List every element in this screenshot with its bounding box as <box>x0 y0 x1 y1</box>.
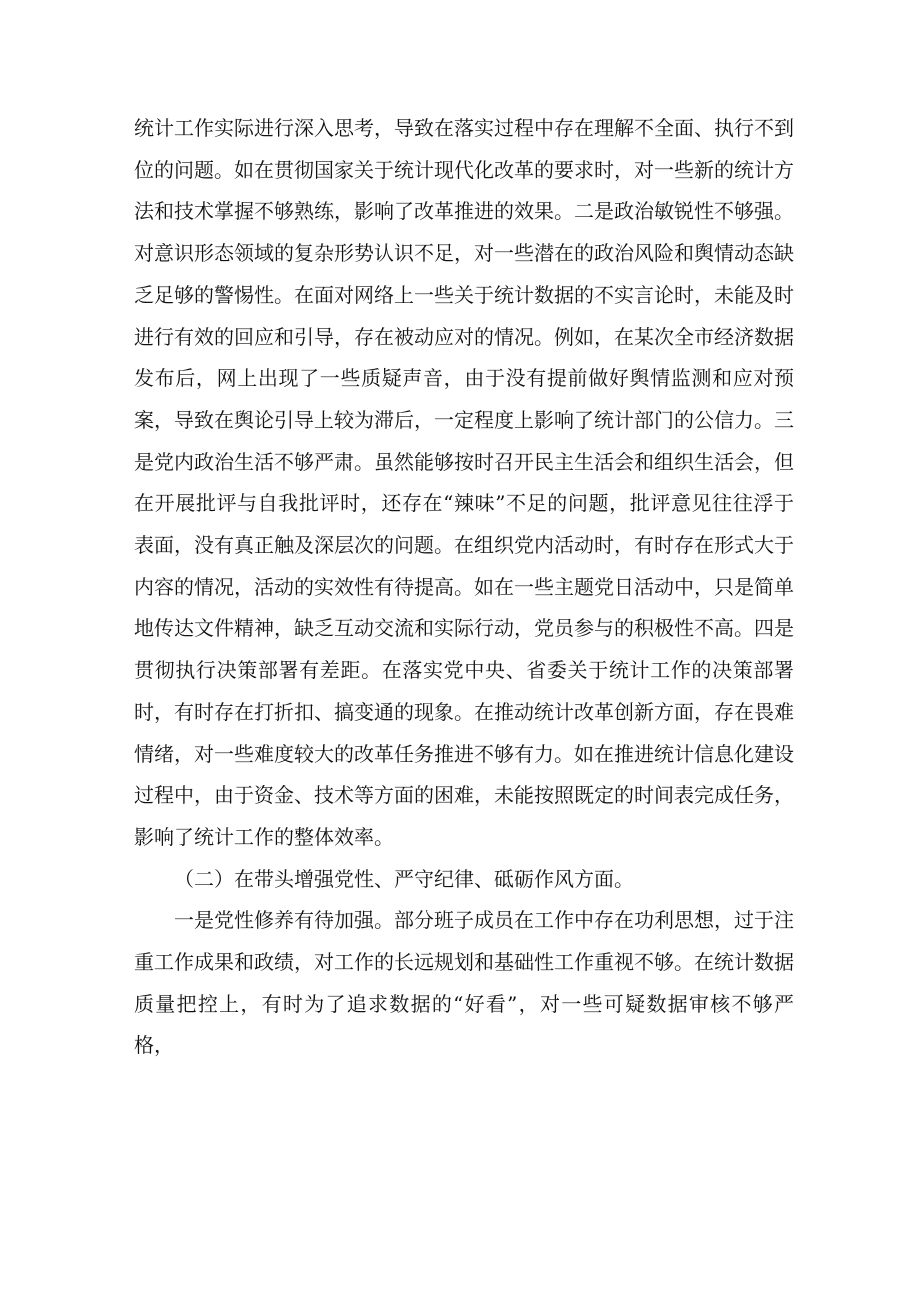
section-heading: （二）在带头增强党性、严守纪律、砥砺作风方面。 <box>174 866 634 891</box>
paragraph-continuation: 统计工作实际进行深入思考，导致在落实过程中存在理解不全面、执行不到位的问题。如在贯彻国家关于统计现代化改革的要求时，对一些新的统计方法和技术掌握不够熟练，影响了改革推进的效果。二是政治敏锐性不够强。对意识形态领域的复杂形势认识不足，对一些潜在的政治风险和舆情动态缺乏足够的警惕性。在面对网络上一些关于统计数据的不实言论时，未能及时进行有效的回应和引导，存在被动应对的情况。例如，在某次全市经济数据发布后，网上出现了一些质疑声音，由于没有提前做好舆情监测和应对预案，导致在舆论引导上较为滞后，一定程度上影响了统计部门的公信力。三是党内政治生活不够严肃。虽然能够按时召开民主生活会和组织生活会，但在开展批评与自我批评时，还存在“辣味”不足的问题，批评意见往往浮于表面，没有真正触及深层次的问题。在组织党内活动时，有时存在形式大于内容的情况，活动的实效性有待提高。如在一些主题党日活动中，只是简单地传达文件精神，缺乏互动交流和实际行动，党员参与的积极性不高。四是贯彻执行决策部署有差距。在落实党中央、省委关于统计工作的决策部署时，有时存在打折扣、搞变通的现象。在推动统计改革创新方面，存在畏难情绪，对一些难度较大的改革任务推进不够有力。如在推进统计信息化建设过程中，由于资金、技术等方面的困难，未能按照既定的时间表完成任务，影响了统计工作的整体效率。 <box>134 116 794 849</box>
paragraph: 一是党性修养有待加强。部分班子成员在工作中存在功利思想，过于注重工作成果和政绩，对工作的长远规划和基础性工作重视不够。在统计数据质量把控上，有时为了追求数据的“好看”，对一些可疑数据审核不够严格， <box>134 908 794 1058</box>
document-body <box>134 108 794 1067</box>
